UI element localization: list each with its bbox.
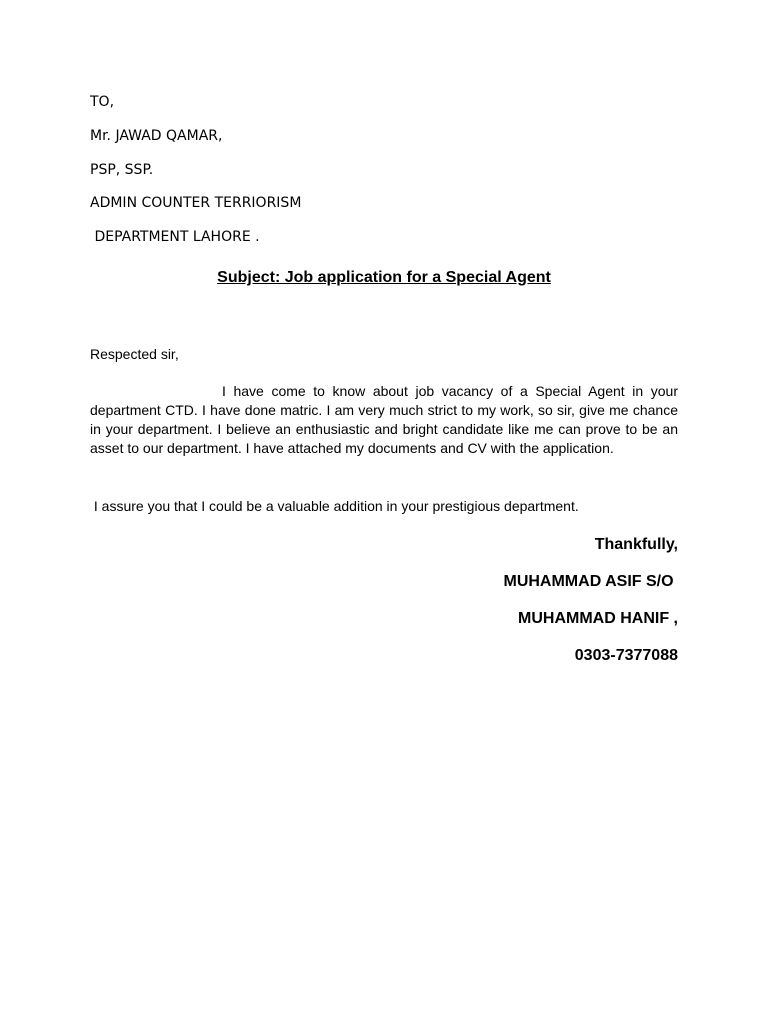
body-paragraph-1: I have come to know about job vacancy of a Special Agent in your department CTD. I have done matric. I am very much strict to my work, so sir, give me chance in your department. I believe an enthusiastic and bright candidate like me can prove to be an asset to our department. I have attached my documents and CV with the application. (90, 383, 678, 456)
closing-thankfully: Thankfully, (594, 536, 678, 553)
recipient-office: ADMIN COUNTER TERRIORISM (90, 195, 302, 211)
salutation: Respected sir, (90, 346, 179, 362)
recipient-rank: PSP, SSP. (90, 162, 154, 178)
recipient-department: DEPARTMENT LAHORE . (90, 229, 260, 245)
sender-phone: 0303-7377088 (574, 647, 678, 664)
address-to: TO, (90, 94, 115, 110)
sender-name: MUHAMMAD ASIF S/O (503, 573, 678, 590)
sender-father-name: MUHAMMAD HANIF , (518, 610, 678, 627)
recipient-name: Mr. JAWAD QAMAR, (90, 128, 223, 144)
subject-line: Subject: Job application for a Special Agent (217, 269, 551, 286)
body-paragraph-2: I assure you that I could be a valuable addition in your prestigious department. (90, 498, 579, 514)
